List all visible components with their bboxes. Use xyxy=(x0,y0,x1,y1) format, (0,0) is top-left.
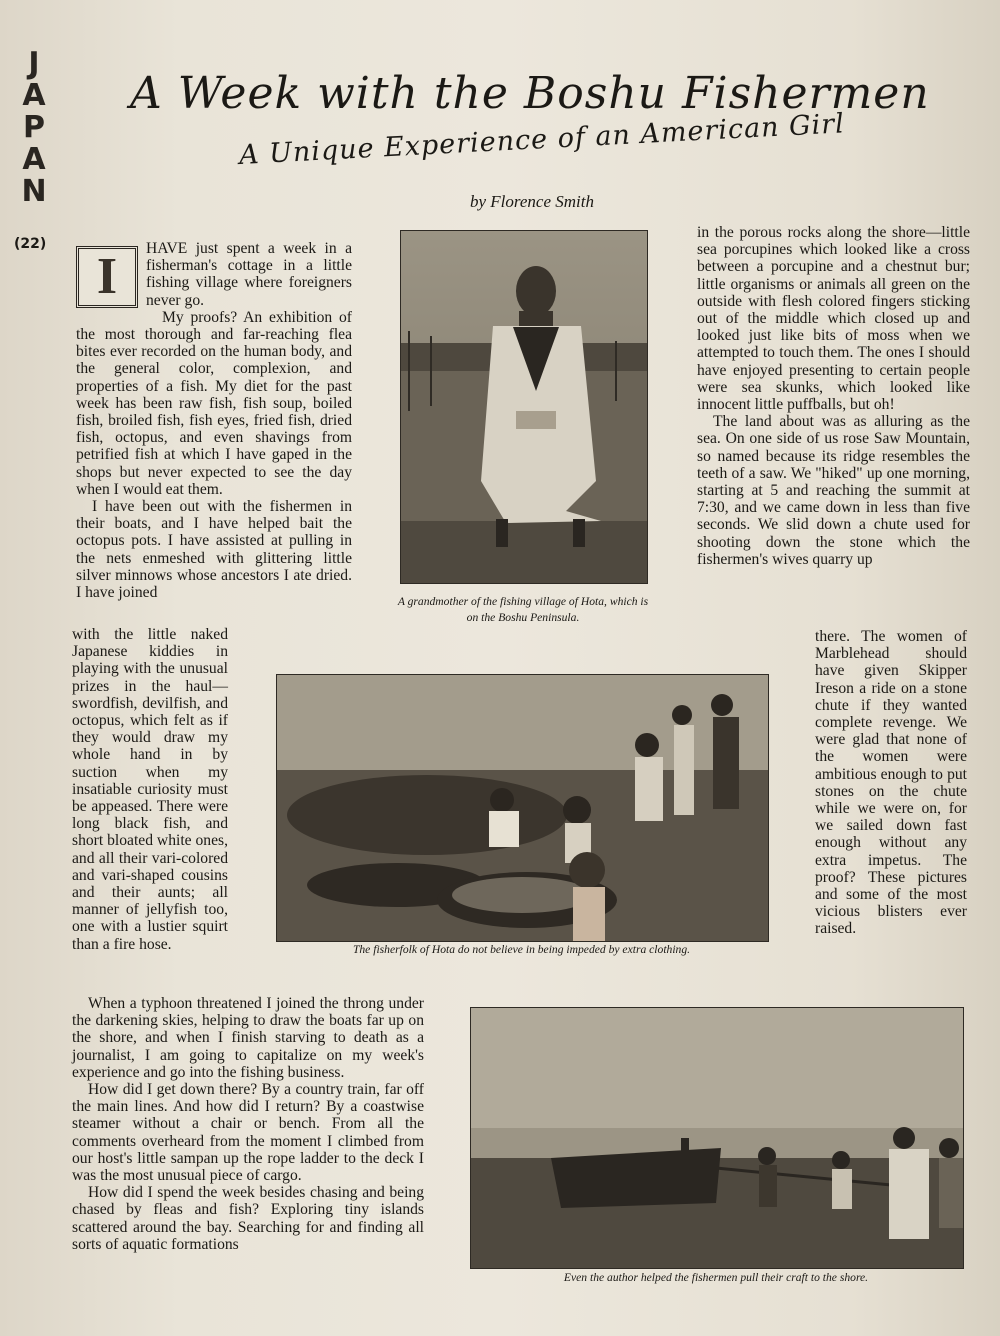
article-subtitle: A Unique Experience of an American Girl xyxy=(238,108,846,171)
photo-boat xyxy=(470,1007,964,1269)
caption-grandmother: A grandmother of the fishing village of Hota, which is on the Boshu Peninsula. xyxy=(397,595,649,624)
paragraph: How did I spend the week besides chasing and being chased by fleas and fish? Exploring tiny islands scattered around the bay. Searching for and finding all sorts of aquatic formations xyxy=(72,1184,424,1253)
paragraph: in the porous rocks along the shore—little sea porcupines which looked like a cross between a porcupine and a chestnut bur; little organisms or animals all green on the outside with flesh colored fingers sticking out of the middle which closed up and looked just like bits of moss when we attempted to touch them. The ones I should have enjoyed presenting to certain people were sea skunks, which looked like innocent little puffballs, but oh! xyxy=(697,224,970,414)
paragraph: with the little naked Japanese kiddies in playing with the unusual prizes in the haul—swordfish, devilfish, and octopus, which felt as if they would draw my whole hand in by suction when my insatiable curiosity must be appeased. There were long black fish, and short bloated white ones, and all their vari-colored and vari-shaped cousins and their aunts; all manner of jellyfish too, one with a lustier squirt than a fire hose. xyxy=(72,626,228,953)
paragraph: I have been out with the fishermen in their boats, and I have helped bait the octopus pots. I have assisted at pulling in the nets enmeshed with glittering little silver minnows whose ancestors I ate dried. I have joined xyxy=(76,498,352,602)
paragraph: My proofs? An exhibition of the most thorough and far-reaching flea bites ever recorded on the human body, and the general color, complexion, and properties of a fish. My diet for the past week has been raw fish, fish soup, boiled fish, broiled fish, fish eyes, fried fish, dried fish, octopus, and even shavings from petrified fish at which I have gaped in the shops but never expected to see the day when I would eat them. xyxy=(76,308,352,498)
column-1-bottom xyxy=(72,995,424,1253)
page-number: (22) xyxy=(14,236,47,252)
paragraph: When a typhoon threatened I joined the throng under the darkening skies, helping to draw the boats far up on the shore, and when I finish starving to death as a journalist, I am going to capitalize on my week's experience and go into the fishing business. xyxy=(72,995,424,1081)
masthead-letter: P xyxy=(23,110,45,145)
drop-cap: I xyxy=(76,246,138,308)
photo-grandmother xyxy=(400,230,648,584)
column-3-narrow xyxy=(815,628,967,938)
paragraph: there. The women of Marblehead should have given Skipper Ireson a ride on a stone chute if they wanted complete revenge. We were glad that none of the women were ambitious enough to put stones on the chute while we were on, for we sailed down fast enough without any extra impetus. The proof? These pictures and some of the most vicious blisters ever raised. xyxy=(815,628,967,938)
masthead-letter: N xyxy=(21,174,47,209)
masthead-letter: A xyxy=(22,142,46,177)
fisherfolk-photo-illustration xyxy=(277,675,768,941)
boat-photo-illustration xyxy=(471,1008,963,1268)
column-1-narrow xyxy=(72,626,228,953)
masthead-japan xyxy=(14,48,54,208)
caption-fisherfolk: The fisherfolk of Hota do not believe in being impeded by extra clothing. xyxy=(352,943,691,956)
grandmother-photo-illustration xyxy=(401,231,647,583)
paragraph: How did I get down there? By a country train, far off the main lines. And how did I return? By a coastwise steamer without a chair or bench. From all the comments overheard from the moment I climbed from our host's little sampan up the rope ladder to the deck I was the most unusual piece of cargo. xyxy=(72,1081,424,1185)
paragraph: The land about was as alluring as the sea. On one side of us rose Saw Mountain, so named because its ridge resembles the teeth of a saw. We "hiked" up one morning, starting at 5 and reaching the summit at 7:30, and we came down in less than five seconds. We slid down a chute used for shooting down the stone which the fishermen's wives quarry up xyxy=(697,413,970,568)
byline: by Florence Smith xyxy=(470,192,594,211)
column-1-top xyxy=(76,240,352,601)
caption-boat: Even the author helped the fishermen pull their craft to the shore. xyxy=(563,1271,869,1284)
masthead-letter: A xyxy=(22,78,46,113)
paragraph: HAVE just spent a week in a fisherman's cottage in a little fishing village where foreigners never go. xyxy=(146,240,352,309)
masthead-letter: J xyxy=(28,46,40,81)
article-title: A Week with the Boshu Fishermen xyxy=(130,68,930,119)
photo-fisherfolk xyxy=(276,674,769,942)
column-3-top xyxy=(697,224,970,568)
